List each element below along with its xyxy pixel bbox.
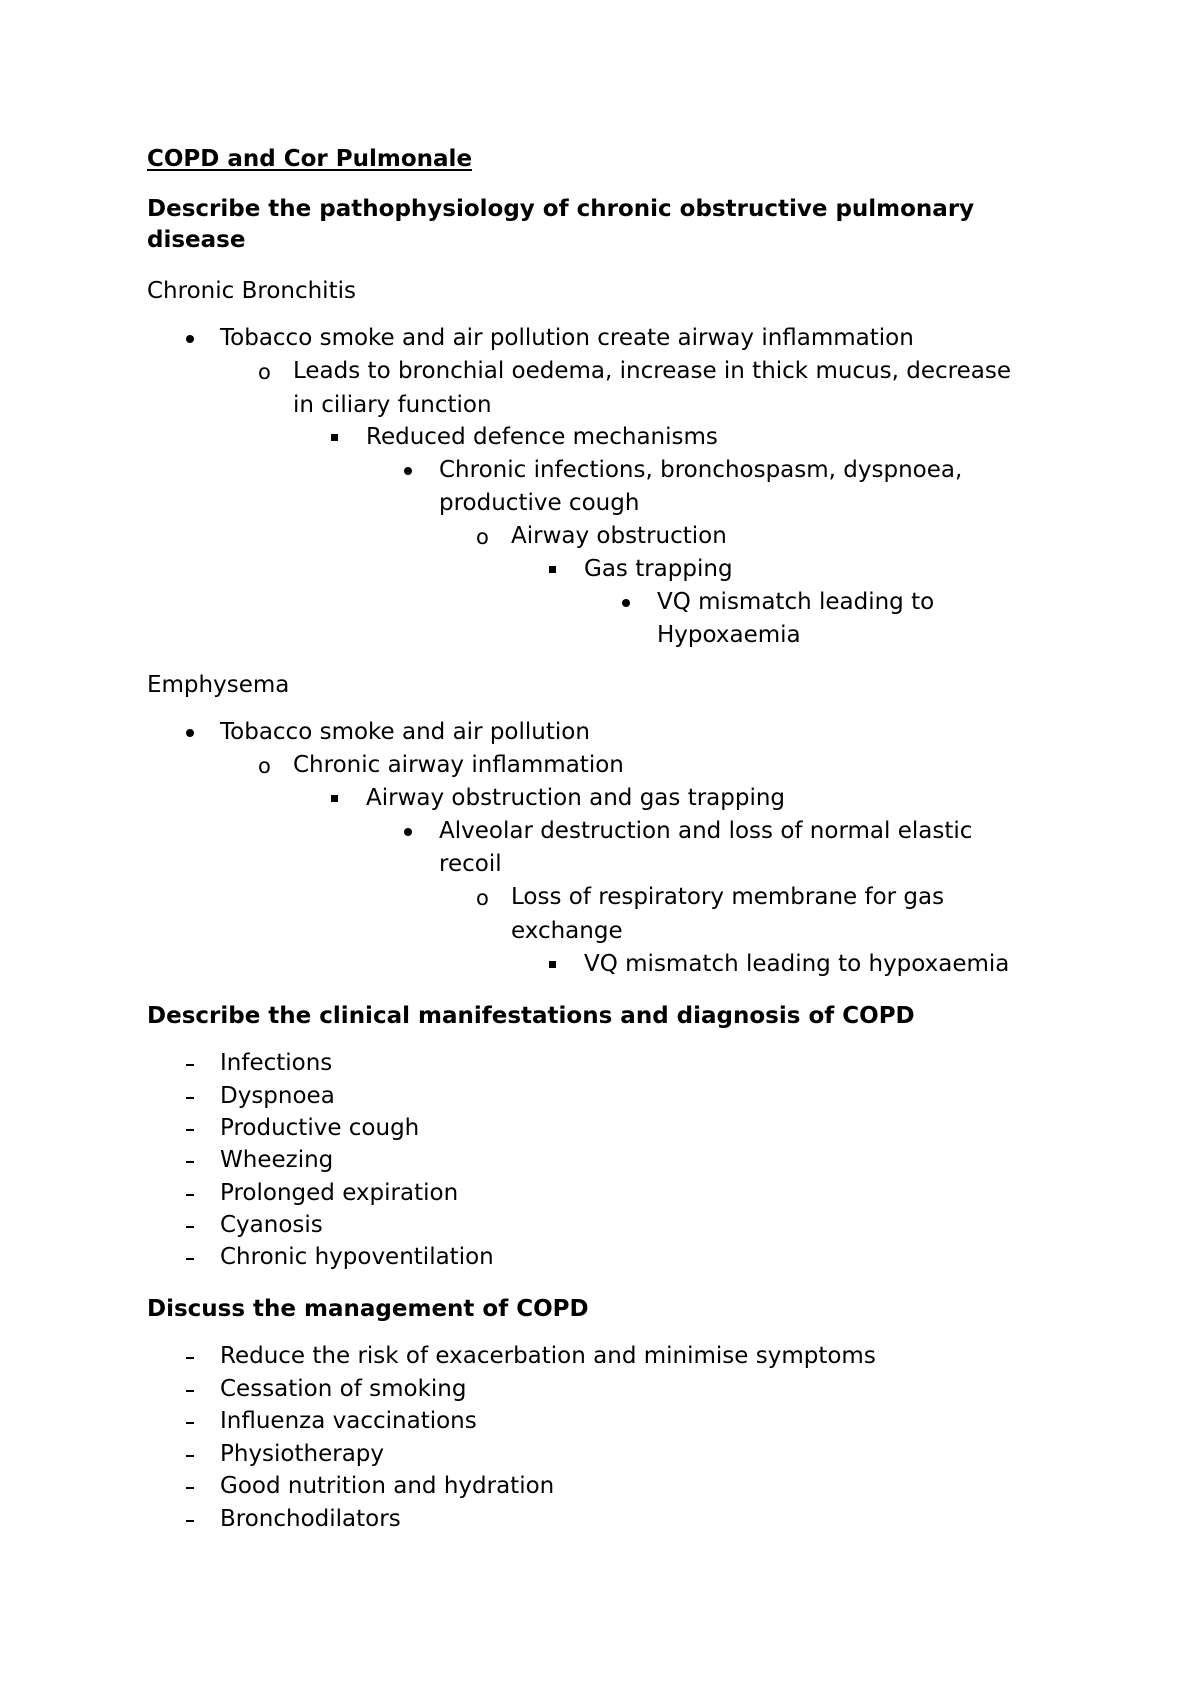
list-item: Reduced defence mechanisms — [366, 424, 718, 450]
list-item: Influenza vaccinations — [220, 1408, 477, 1434]
bullet-dash-icon — [186, 1422, 194, 1424]
list-item: Airway obstruction — [511, 523, 727, 549]
list-item: Cessation of smoking — [220, 1376, 467, 1402]
list-item: VQ mismatch leading to hypoxaemia — [584, 951, 1010, 977]
list-item: Prolonged expiration — [220, 1180, 459, 1206]
list-item: Airway obstruction and gas trapping — [366, 785, 786, 811]
list-item: Cyanosis — [220, 1212, 323, 1238]
bullet-dash-icon — [186, 1129, 194, 1131]
bullet-square-icon — [549, 566, 556, 573]
bullet-dash-icon — [186, 1487, 194, 1489]
bullet-square-icon — [331, 795, 338, 802]
bullet-dash-icon — [186, 1194, 194, 1196]
bullet-dot-icon — [404, 467, 412, 475]
bullet-circle-icon: o — [258, 360, 271, 384]
list-item: Reduce the risk of exacerbation and minimise symptoms — [220, 1343, 876, 1369]
bullet-dash-icon — [186, 1097, 194, 1099]
bullet-dash-icon — [186, 1455, 194, 1457]
section-heading-pathophysiology-cont: disease — [147, 227, 246, 253]
list-item: Loss of respiratory membrane for gas — [511, 884, 945, 910]
list-item: Productive cough — [220, 1115, 420, 1141]
list-item: Chronic airway inflammation — [293, 752, 624, 778]
list-item: Dyspnoea — [220, 1083, 335, 1109]
bullet-dot-icon — [186, 335, 194, 343]
bullet-circle-icon: o — [476, 886, 489, 910]
section-heading-management: Discuss the management of COPD — [147, 1296, 589, 1322]
bullet-dot-icon — [186, 729, 194, 737]
bullet-dash-icon — [186, 1258, 194, 1260]
subheading-chronic-bronchitis: Chronic Bronchitis — [147, 278, 356, 304]
bullet-circle-icon: o — [258, 754, 271, 778]
bullet-dash-icon — [186, 1064, 194, 1066]
section-heading-manifestations: Describe the clinical manifestations and diagnosis of COPD — [147, 1003, 915, 1029]
bullet-dash-icon — [186, 1161, 194, 1163]
document-title: COPD and Cor Pulmonale — [147, 146, 473, 172]
list-item: Physiotherapy — [220, 1441, 385, 1467]
list-item-cont: in ciliary function — [293, 392, 492, 418]
bullet-dash-icon — [186, 1520, 194, 1522]
list-item: Leads to bronchial oedema, increase in thick mucus, decrease — [293, 358, 1011, 384]
bullet-dash-icon — [186, 1357, 194, 1359]
list-item: Infections — [220, 1050, 333, 1076]
bullet-dash-icon — [186, 1390, 194, 1392]
bullet-circle-icon: o — [476, 525, 489, 549]
bullet-dot-icon — [622, 599, 630, 607]
list-item: Good nutrition and hydration — [220, 1473, 555, 1499]
list-item: VQ mismatch leading to — [657, 589, 935, 615]
list-item: Chronic infections, bronchospasm, dyspnoea, — [439, 457, 963, 483]
list-item-cont: Hypoxaemia — [657, 622, 801, 648]
list-item: Wheezing — [220, 1147, 334, 1173]
bullet-dash-icon — [186, 1226, 194, 1228]
list-item-cont: productive cough — [439, 490, 640, 516]
list-item: Bronchodilators — [220, 1506, 401, 1532]
list-item: Tobacco smoke and air pollution — [220, 719, 590, 745]
list-item: Gas trapping — [584, 556, 733, 582]
bullet-square-icon — [331, 434, 338, 441]
list-item: Chronic hypoventilation — [220, 1244, 494, 1270]
list-item: Alveolar destruction and loss of normal elastic — [439, 818, 973, 844]
subheading-emphysema: Emphysema — [147, 672, 290, 698]
list-item: Tobacco smoke and air pollution create airway inflammation — [220, 325, 914, 351]
list-item-cont: exchange — [511, 918, 623, 944]
section-heading-pathophysiology: Describe the pathophysiology of chronic obstructive pulmonary — [147, 196, 975, 222]
bullet-square-icon — [549, 961, 556, 968]
list-item-cont: recoil — [439, 851, 502, 877]
bullet-dot-icon — [404, 828, 412, 836]
